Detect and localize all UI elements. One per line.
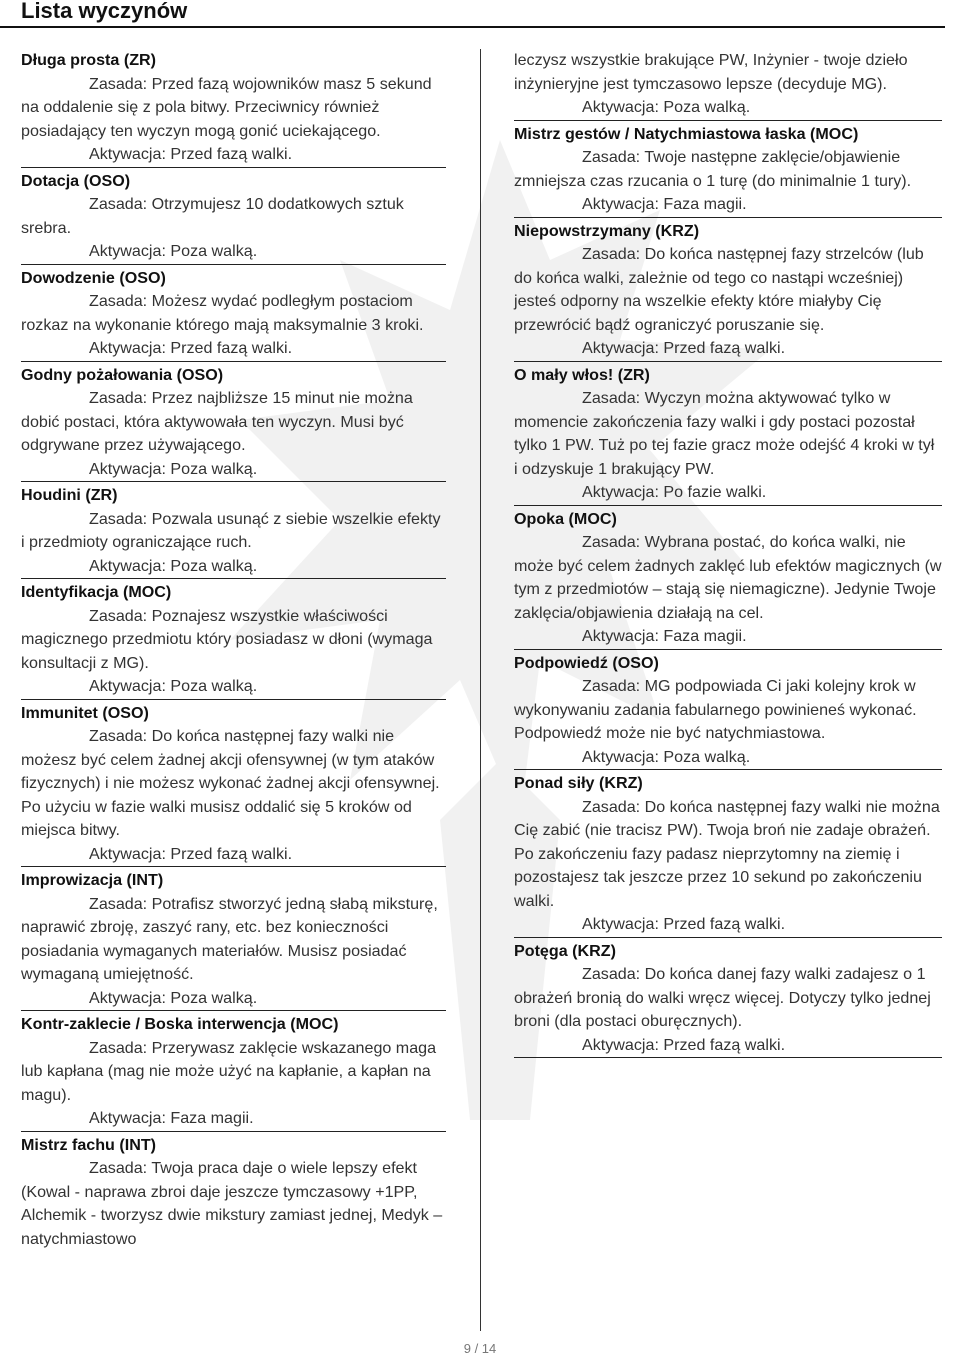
feat-activation: Aktywacja: Poza walką. — [89, 242, 258, 260]
feat-rule — [21, 73, 446, 144]
feat-title: Opoka (MOC) — [514, 509, 617, 528]
feat-entry — [514, 364, 942, 506]
feat-rule-text: Zasada: Potrafisz stworzyć jedną słabą miksturę, naprawić zbroję, zaszyć rany, etc. bez konieczności posiadania wymaganych materiałów. Musisz posiadać wymaganą umiejętność. — [21, 894, 438, 983]
feat-title: Dowodzenie (OSO) — [21, 268, 166, 287]
feat-activation: Aktywacja: Przed fazą walki. — [582, 1035, 786, 1054]
feat-title: Dotacja (OSO) — [21, 171, 131, 190]
left-column — [21, 49, 446, 1251]
feat-entry — [21, 364, 446, 483]
feat-entry — [514, 940, 942, 1059]
feat-entry — [21, 1013, 446, 1132]
feat-rule-text: Zasada: Do końca następnej fazy walki nie można Cię zabić (nie tracisz PW). Twoja broń nie zadaje obrażeń. Po zakończeniu fazy padasz nieprzytomny na ziemię i pozostajesz tak jeszcze przez 10 sekund po zakończeniu walki. — [514, 797, 940, 910]
feat-rule — [514, 146, 942, 193]
feat-rule-text: leczysz wszystkie brakujące PW, Inżynier - twoje dzieło inżynieryjne jest tymczasowo lepsze (decyduje MG). — [514, 51, 908, 93]
right-column — [514, 49, 942, 1060]
feat-title: Mistrz fachu (INT) — [21, 1135, 157, 1154]
feat-title: Ponad siły (KRZ) — [514, 774, 643, 792]
feat-title: Godny pożałowania (OSO) — [21, 365, 224, 384]
feat-activation: Aktywacja: Przed fazą walki. — [582, 915, 786, 933]
feat-title: Identyfikacja (MOC) — [21, 583, 172, 601]
feat-entry — [21, 869, 446, 1011]
page-header — [0, 0, 945, 28]
feat-activation: Aktywacja: Przed fazą walki. — [582, 339, 786, 357]
feat-rule — [21, 725, 446, 843]
feat-rule — [21, 1037, 446, 1108]
feat-entry — [21, 484, 446, 579]
feat-rule — [514, 49, 942, 96]
feat-entry — [21, 702, 446, 868]
feat-activation: Aktywacja: Poza walką. — [582, 98, 751, 116]
feat-entry — [514, 123, 942, 218]
feat-rule — [514, 796, 942, 914]
feat-entry — [514, 772, 942, 938]
feat-activation: Aktywacja: Poza walką. — [89, 988, 258, 1007]
feat-rule-text: Zasada: Twoja praca daje o wiele lepszy efekt (Kowal - naprawa zbroi daje jeszcze tymczasowy +1PP, Alchemik - tworzysz dwie mikstury zamiast jednej, Medyk – natychmiastowo — [21, 1159, 443, 1248]
feat-rule — [21, 387, 446, 458]
feat-entry — [21, 170, 446, 265]
column-divider — [480, 49, 481, 1331]
feat-rule-text: Zasada: Możesz wydać podległym postaciom rozkaz na wykonanie którego mają maksymalnie 3 kroki. — [21, 292, 424, 334]
feat-activation: Aktywacja: Poza walką. — [582, 747, 751, 766]
feat-rule — [514, 531, 942, 625]
feat-title: Podpowiedź (OSO) — [514, 653, 659, 672]
feat-rule — [514, 387, 942, 481]
feat-rule-text: Zasada: Wybrana postać, do końca walki, nie może być celem żadnych zaklęć lub efektów magicznych (w tym z przedmiotów – stają się niemagiczne). Jedynie Twoje zaklęcia/objawienia działają na cel. — [514, 533, 942, 622]
feat-rule-text: Zasada: Do końca następnej fazy strzelców (lub do końca walki, zależnie od tego co nastąpi wcześniej) jesteś odporny na wszelkie efekty które miałyby Cię przewrócić bądź ograniczyć poruszanie się. — [514, 245, 924, 334]
feat-title: O mały włos! (ZR) — [514, 365, 650, 384]
feat-activation: Aktywacja: Faza magii. — [582, 627, 747, 645]
feat-entry — [21, 49, 446, 168]
feat-activation: Aktywacja: Przed fazą walki. — [89, 145, 293, 163]
feat-activation: Aktywacja: Faza magii. — [89, 1109, 254, 1127]
feat-rule — [21, 193, 446, 240]
feat-rule-text: Zasada: Otrzymujesz 10 dodatkowych sztuk srebra. — [21, 195, 404, 237]
feat-activation: Aktywacja: Faza magii. — [582, 195, 747, 213]
feat-title: Immunitet (OSO) — [21, 703, 149, 722]
feat-entry — [514, 508, 942, 650]
feat-title: Potęga (KRZ) — [514, 941, 616, 960]
feat-rule-text: Zasada: Twoje następne zaklęcie/objawienie zmniejsza czas rzucania o 1 turę (do minimalnie 1 tury). — [514, 148, 912, 190]
feat-rule-text: Zasada: Do końca następnej fazy walki nie możesz być celem żadnej akcji ofensywnej (w tym ataków fizycznych) i nie możesz wykonać żadnej akcji ofensywnej. Po użyciu w fazie walki musisz oddalić się 5 kroków od miejsca bitwy. — [21, 727, 440, 839]
feat-entry — [514, 220, 942, 362]
feat-rule — [514, 243, 942, 337]
feat-title: Niepowstrzymany (KRZ) — [514, 221, 700, 240]
feat-rule-text: Zasada: Przerywasz zaklęcie wskazanego maga lub kapłana (mag nie może użyć na kapłanie, a kapłan na magu). — [21, 1038, 437, 1104]
feat-rule — [21, 508, 446, 555]
feat-title: Kontr-zaklecie / Boska interwencja (MOC) — [21, 1015, 339, 1033]
feat-rule — [21, 1157, 446, 1251]
feat-activation: Aktywacja: Po fazie walki. — [582, 483, 767, 501]
feat-rule-text: Zasada: Wyczyn można aktywować tylko w momencie zakończenia fazy walki i gdy postaci pozostał tylko 1 PW. Tuż po tej fazie gracz może odejść 4 kroki w tył i odzyskuje 1 brakujący PW. — [514, 389, 935, 478]
page-number: 9 / 14 — [463, 1341, 497, 1356]
feat-rule — [21, 605, 446, 676]
feat-rule — [514, 675, 942, 746]
feat-activation: Aktywacja: Przed fazą walki. — [89, 844, 293, 863]
feat-rule — [514, 963, 942, 1034]
feat-title: Mistrz gestów / Natychmiastowa łaska (MOC) — [514, 124, 859, 143]
feat-entry — [514, 49, 942, 121]
feat-rule-text: Zasada: Przed fazą wojowników masz 5 sekund na oddalenie się z pola bitwy. Przeciwnicy również posiadający ten wyczyn mogą gonić uciekającego. — [21, 74, 432, 140]
feat-title: Długa prosta (ZR) — [21, 51, 157, 69]
feat-rule-text: Zasada: MG podpowiada Ci jaki kolejny krok w wykonywaniu zadania fabularnego powinieneś wykonać. Podpowiedź może nie być natychmiastowa. — [514, 677, 917, 742]
feat-activation: Aktywacja: Poza walką. — [89, 459, 258, 478]
page-title: Lista wyczynów — [21, 0, 188, 23]
feat-rule-text: Zasada: Pozwala usunąć z siebie wszelkie efekty i przedmioty ograniczające ruch. — [21, 509, 441, 551]
feat-rule-text: Zasada: Poznajesz wszystkie właściwości magicznego przedmiotu który posiadasz w dłoni (wymaga konsultacji z MG). — [21, 606, 433, 672]
feat-title: Houdini (ZR) — [21, 486, 118, 504]
feat-entry — [21, 581, 446, 700]
feat-rule-text: Zasada: Do końca danej fazy walki zadajesz o 1 obrażeń bronią do walki wręcz więcej. Dotyczy tylko jednej broni (dla postaci oburęcznych). — [514, 965, 931, 1030]
feat-rule — [21, 290, 446, 337]
feat-activation: Aktywacja: Poza walką. — [89, 556, 258, 575]
feat-activation: Aktywacja: Przed fazą walki. — [89, 339, 293, 357]
feat-entry — [21, 267, 446, 362]
feat-rule — [21, 893, 446, 987]
feat-title: Improwizacja (INT) — [21, 871, 164, 889]
feat-activation: Aktywacja: Poza walką. — [89, 677, 258, 695]
feat-entry — [21, 1134, 446, 1252]
feat-entry — [514, 652, 942, 771]
feat-rule-text: Zasada: Przez najbliższe 15 minut nie można dobić postaci, która aktywowała ten wyczyn. Musi być odgrywane przez używającego. — [21, 389, 413, 454]
